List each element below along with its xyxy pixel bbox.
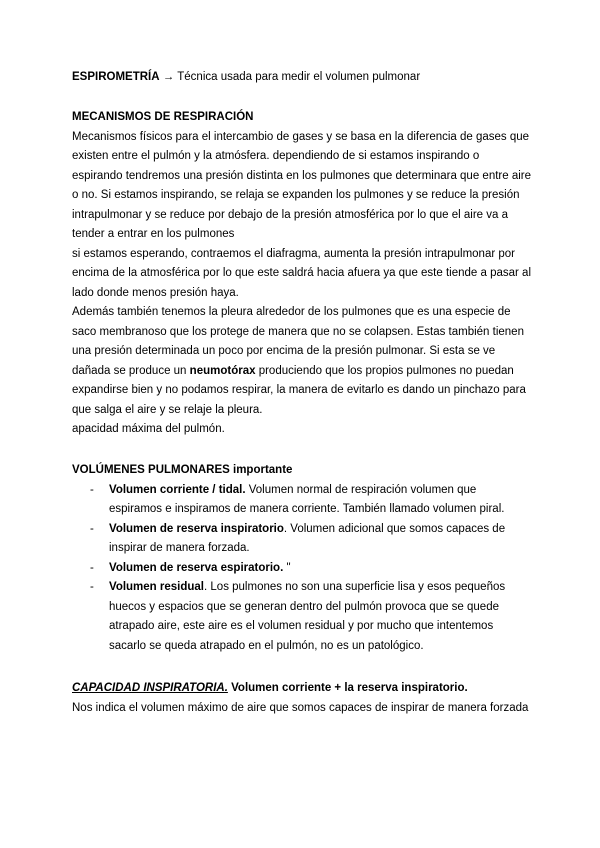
mecanismos-paragraph-3 [72, 303, 532, 420]
mecanismos-paragraph-4: apacidad máxima del pulmón. [72, 423, 225, 435]
list-item [72, 481, 532, 520]
volumenes-heading: VOLÚMENES PULMONARES importante [72, 464, 293, 476]
mecanismos-paragraph-1: Mecanismos físicos para el intercambio de gases y se basa en la diferencia de gases que existen entre el pulmón y la atmósfera. dependiendo de si estamos inspirando o espirando tendremos una presión distinta en los pulmones que determinara que entre aire o no. Si estamos inspirando, se relaja se expanden los pulmones y se reduce la presión intrapulmonar y se reduce por debajo de la presión atmosférica por lo que el aire va a tender a entrar en los pulmones [72, 130, 532, 240]
dash-bullet: - [90, 522, 94, 535]
mecanismos-section [72, 108, 532, 440]
espirometria-definition: Técnica usada para medir el volumen pulmonar [177, 71, 421, 83]
dash-bullet: - [90, 581, 94, 593]
arrow-glyph: → [162, 71, 175, 83]
list-item [72, 520, 532, 559]
item-text: " [286, 561, 291, 574]
item-text: . Los pulmones no son una superficie lisa y esos pequeños huecos y espacios que se generan dentro del pulmón provoca que se quede atrapado aire, este aire es el volumen residual y por mucho que intentemos sacarlo se queda atrapado en el pulmón, no es un patológico. [109, 581, 506, 652]
mecanismos-paragraph-2: si estamos esperando, contraemos el diafragma, aumenta la presión intrapulmonar por encima de la atmosférica por lo que este saldrá hacia afuera ya que este tiende a pasar al lado donde menos presión haya. [72, 247, 532, 299]
capacidad-heading-line [72, 679, 532, 699]
item-term: Volumen de reserva inspiratorio [109, 522, 284, 535]
dash-bullet: - [90, 483, 94, 496]
item-text: . Volumen adicional que somos capaces de inspirar de manera forzada. [109, 522, 506, 554]
item-term: Volumen corriente / tidal. [109, 483, 246, 496]
espirometria-term: ESPIROMETRÍA [72, 71, 160, 83]
neumotorax-term: neumotórax [189, 364, 256, 377]
capacidad-formula: Volumen corriente + la reserva inspiratorio. [231, 682, 468, 694]
dash-bullet: - [90, 561, 94, 574]
pleura-text-b: produciendo que los propios pulmones no puedan expandirse bien y no podamos respirar, la manera de evitarlo es dando un pinchazo para que salga el aire y se relaje la pleura. [72, 364, 526, 416]
capacidad-title: CAPACIDAD INSPIRATORIA. [72, 682, 228, 694]
list-item [72, 578, 532, 656]
item-term: Volumen residual [109, 581, 205, 593]
item-term: Volumen de reserva espiratorio. [109, 561, 284, 574]
volumenes-list [72, 481, 532, 657]
pleura-text-a: Además también tenemos la pleura alrededor de los pulmones que es una especie de saco membranoso que los protege de manera que no se colapsen. Estas también tienen una presión determinada un poco por encima de la presión pulmonar. Si esta se ve dañada se produce un [72, 306, 524, 377]
espirometria-line [72, 68, 532, 88]
item-text: Volumen normal de respiración volumen que espiramos e inspiramos de manera corriente. También llamado volumen piral. [109, 483, 505, 515]
mecanismos-heading: MECANISMOS DE RESPIRACIÓN [72, 111, 254, 123]
capacidad-text: Nos indica el volumen máximo de aire que somos capaces de inspirar de manera forzada [72, 701, 529, 714]
volumenes-section [72, 461, 532, 656]
list-item [72, 559, 532, 579]
capacidad-section [72, 679, 532, 718]
